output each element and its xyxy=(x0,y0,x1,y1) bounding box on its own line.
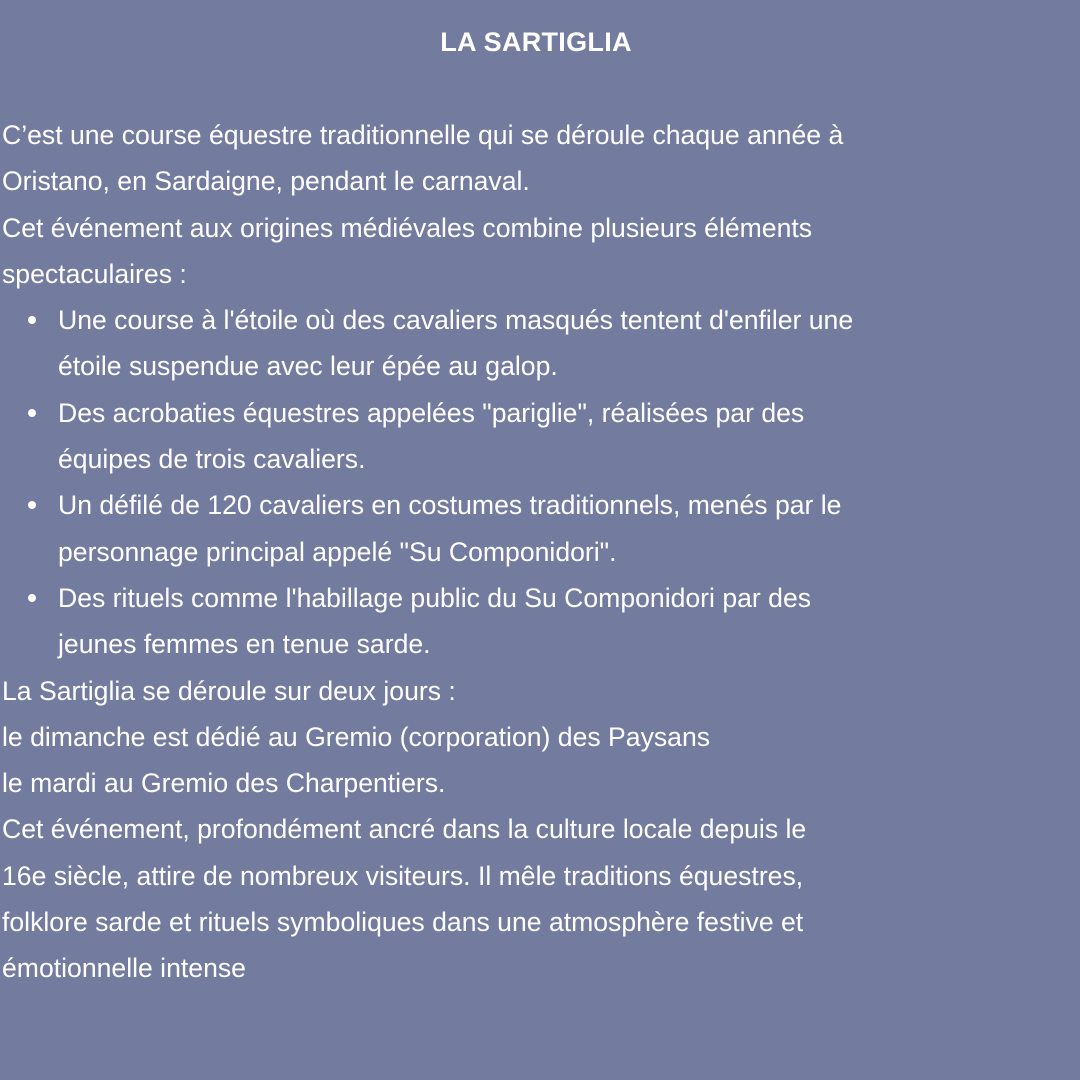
text-line: Un défilé de 120 cavaliers en costumes traditionnels, menés par le xyxy=(58,490,842,521)
text-line: Cet événement aux origines médiévales combine plusieurs éléments xyxy=(2,212,813,243)
text-line: équipes de trois cavaliers. xyxy=(58,444,366,475)
text-line: émotionnelle intense xyxy=(2,953,246,984)
text-line: spectaculaires : xyxy=(2,258,187,289)
article-body xyxy=(2,112,1077,992)
text-line: La Sartiglia se déroule sur deux jours : xyxy=(2,675,456,706)
page-title: LA SARTIGLIA xyxy=(440,27,632,57)
text-line: C’est une course équestre traditionnelle qui se déroule chaque année à xyxy=(2,120,844,150)
list-item xyxy=(2,297,1077,390)
list-item xyxy=(2,575,1077,668)
bullet-icon xyxy=(28,501,36,509)
bullet-icon xyxy=(28,316,36,324)
text-line: étoile suspendue avec leur épée au galop. xyxy=(58,351,558,382)
text-line: personnage principal appelé "Su Componidori". xyxy=(58,536,617,567)
conclusion-paragraph xyxy=(2,806,1077,991)
text-line: le dimanche est dédié au Gremio (corporation) des Paysans xyxy=(2,721,711,752)
text-line: Cet événement, profondément ancré dans la culture locale depuis le xyxy=(2,814,807,845)
text-line: Des acrobaties équestres appelées "pariglie", réalisées par des xyxy=(58,397,805,428)
text-line: Des rituels comme l'habillage public du Su Componidori par des xyxy=(58,582,812,613)
list-item xyxy=(2,482,1077,575)
list-item xyxy=(2,390,1077,483)
text-line: jeunes femmes en tenue sarde. xyxy=(58,629,431,660)
bullet-icon xyxy=(28,594,36,602)
text-line: 16e siècle, attire de nombreux visiteurs. Il mêle traditions équestres, xyxy=(2,860,804,891)
text-line: folklore sarde et rituels symboliques dans une atmosphère festive et xyxy=(2,907,804,938)
text-line: Oristano, en Sardaigne, pendant le carnaval. xyxy=(2,166,530,197)
intro-paragraph xyxy=(2,112,1077,297)
bullet-list xyxy=(2,297,1077,667)
text-line: Une course à l'étoile où des cavaliers masqués tentent d'enfiler une xyxy=(58,305,854,336)
text-line: le mardi au Gremio des Charpentiers. xyxy=(2,768,446,799)
days-paragraph xyxy=(2,668,1077,807)
bullet-icon xyxy=(28,409,36,417)
